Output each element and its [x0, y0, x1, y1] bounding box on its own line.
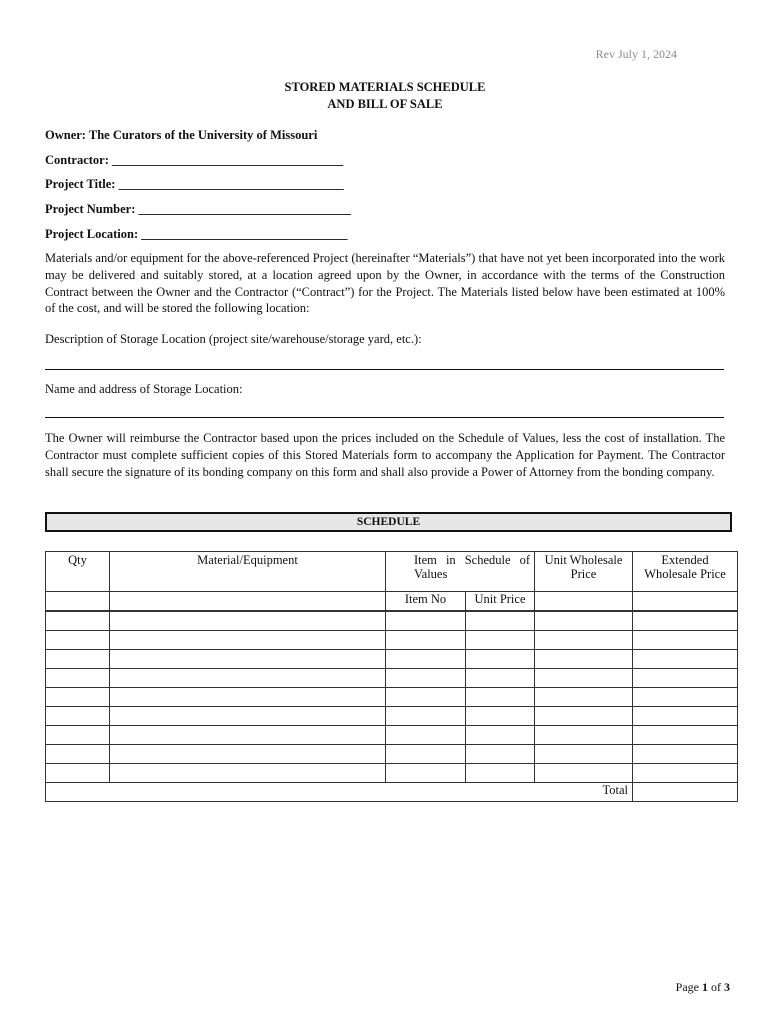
col-extended-wholesale: Extended Wholesale Price	[633, 552, 738, 592]
unit-price-cell[interactable]	[466, 650, 535, 669]
project-number-field[interactable]: Project Number: __________________________________	[45, 202, 351, 216]
extended-wholesale-cell[interactable]	[633, 726, 738, 745]
unit-price-cell[interactable]	[466, 726, 535, 745]
unit-wholesale-cell[interactable]	[535, 764, 633, 783]
col-unit-wholesale: Unit Wholesale Price	[535, 552, 633, 592]
unit-price-cell[interactable]	[466, 764, 535, 783]
material-cell[interactable]	[110, 631, 386, 650]
table-row	[46, 745, 738, 764]
owner-field: Owner: The Curators of the University of Missouri	[45, 128, 318, 142]
unit-price-cell[interactable]	[466, 707, 535, 726]
qty-cell[interactable]	[46, 650, 110, 669]
table-row	[46, 650, 738, 669]
unit-price-cell[interactable]	[466, 611, 535, 631]
page-current: 1	[702, 980, 708, 994]
unit-wholesale-cell[interactable]	[535, 726, 633, 745]
title-line-2: AND BILL OF SALE	[327, 97, 443, 111]
material-cell[interactable]	[110, 688, 386, 707]
unit-price-cell[interactable]	[466, 669, 535, 688]
unit-price-cell[interactable]	[466, 688, 535, 707]
material-cell[interactable]	[110, 611, 386, 631]
table-row	[46, 688, 738, 707]
col-material: Material/Equipment	[110, 552, 386, 592]
intro-paragraph: Materials and/or equipment for the above-referenced Project (hereinafter “Materials”) that have not yet been incorporated into the work may be delivered and suitably stored, at a location agreed upon by the Owner, in accordance with the terms of the Construction Contract between the Owner and the Contractor (“Contract”) for the Project. The Materials listed below have been estimated at 100% of the cost, and will be stored the following location:	[45, 251, 725, 316]
table-row	[46, 764, 738, 783]
unit-wholesale-cell[interactable]	[535, 669, 633, 688]
extended-wholesale-cell[interactable]	[633, 669, 738, 688]
item-no-cell[interactable]	[386, 669, 466, 688]
item-no-cell[interactable]	[386, 631, 466, 650]
storage-description-label: Description of Storage Location (project site/warehouse/storage yard, etc.):	[45, 332, 422, 346]
page-title	[0, 79, 770, 113]
item-no-cell[interactable]	[386, 611, 466, 631]
project-location-field[interactable]: Project Location: _________________________________	[45, 227, 348, 241]
material-cell[interactable]	[110, 669, 386, 688]
sub-header-blank	[46, 592, 110, 612]
unit-wholesale-cell[interactable]	[535, 631, 633, 650]
item-no-cell[interactable]	[386, 707, 466, 726]
table-row	[46, 631, 738, 650]
material-cell[interactable]	[110, 707, 386, 726]
extended-wholesale-cell[interactable]	[633, 745, 738, 764]
total-value-cell[interactable]	[633, 783, 738, 802]
extended-wholesale-cell[interactable]	[633, 707, 738, 726]
table-row	[46, 611, 738, 631]
item-no-cell[interactable]	[386, 726, 466, 745]
material-cell[interactable]	[110, 764, 386, 783]
col-item-no: Item No	[386, 592, 466, 612]
extended-wholesale-cell[interactable]	[633, 631, 738, 650]
qty-cell[interactable]	[46, 688, 110, 707]
extended-wholesale-cell[interactable]	[633, 611, 738, 631]
qty-cell[interactable]	[46, 707, 110, 726]
qty-cell[interactable]	[46, 726, 110, 745]
sub-header-blank	[110, 592, 386, 612]
unit-price-cell[interactable]	[466, 745, 535, 764]
page-of: of	[708, 980, 724, 994]
qty-cell[interactable]	[46, 631, 110, 650]
table-row	[46, 726, 738, 745]
material-cell[interactable]	[110, 745, 386, 764]
qty-cell[interactable]	[46, 745, 110, 764]
reimbursement-paragraph: The Owner will reimburse the Contractor based upon the prices included on the Schedule of Values, less the cost of installation. The Contractor must complete sufficient copies of this Stored Materials form to accompany the Application for Payment. The Contractor shall secure the signature of its bonding company on this form and shall also provide a Power of Attorney from the bonding company.	[45, 431, 725, 479]
unit-wholesale-cell[interactable]	[535, 611, 633, 631]
storage-description-line[interactable]	[45, 369, 724, 370]
col-unit-price: Unit Price	[466, 592, 535, 612]
item-no-cell[interactable]	[386, 764, 466, 783]
schedule-rows	[46, 611, 738, 783]
item-no-cell[interactable]	[386, 650, 466, 669]
project-title-field[interactable]: Project Title: ____________________________________	[45, 177, 344, 191]
page-number	[676, 980, 730, 995]
schedule-table	[45, 551, 738, 802]
sub-header-blank	[633, 592, 738, 612]
material-cell[interactable]	[110, 726, 386, 745]
unit-wholesale-cell[interactable]	[535, 688, 633, 707]
unit-wholesale-cell[interactable]	[535, 707, 633, 726]
table-row	[46, 707, 738, 726]
qty-cell[interactable]	[46, 764, 110, 783]
unit-price-cell[interactable]	[466, 631, 535, 650]
page-prefix: Page	[675, 980, 702, 994]
extended-wholesale-cell[interactable]	[633, 764, 738, 783]
item-no-cell[interactable]	[386, 688, 466, 707]
col-qty: Qty	[46, 552, 110, 592]
unit-wholesale-cell[interactable]	[535, 745, 633, 764]
unit-wholesale-cell[interactable]	[535, 650, 633, 669]
material-cell[interactable]	[110, 650, 386, 669]
schedule-heading: SCHEDULE	[45, 512, 732, 532]
qty-cell[interactable]	[46, 669, 110, 688]
title-line-1: STORED MATERIALS SCHEDULE	[284, 80, 486, 94]
extended-wholesale-cell[interactable]	[633, 650, 738, 669]
contractor-field[interactable]: Contractor: _____________________________________	[45, 153, 344, 167]
page-total: 3	[724, 980, 730, 994]
extended-wholesale-cell[interactable]	[633, 688, 738, 707]
table-row	[46, 669, 738, 688]
revision-date: Rev July 1, 2024	[595, 47, 677, 61]
qty-cell[interactable]	[46, 611, 110, 631]
storage-address-line[interactable]	[45, 417, 724, 418]
total-label: Total	[46, 783, 633, 802]
storage-address-label: Name and address of Storage Location:	[45, 382, 243, 396]
col-schedule-of-values: Item in Schedule of Values	[386, 552, 535, 592]
item-no-cell[interactable]	[386, 745, 466, 764]
sub-header-blank	[535, 592, 633, 612]
